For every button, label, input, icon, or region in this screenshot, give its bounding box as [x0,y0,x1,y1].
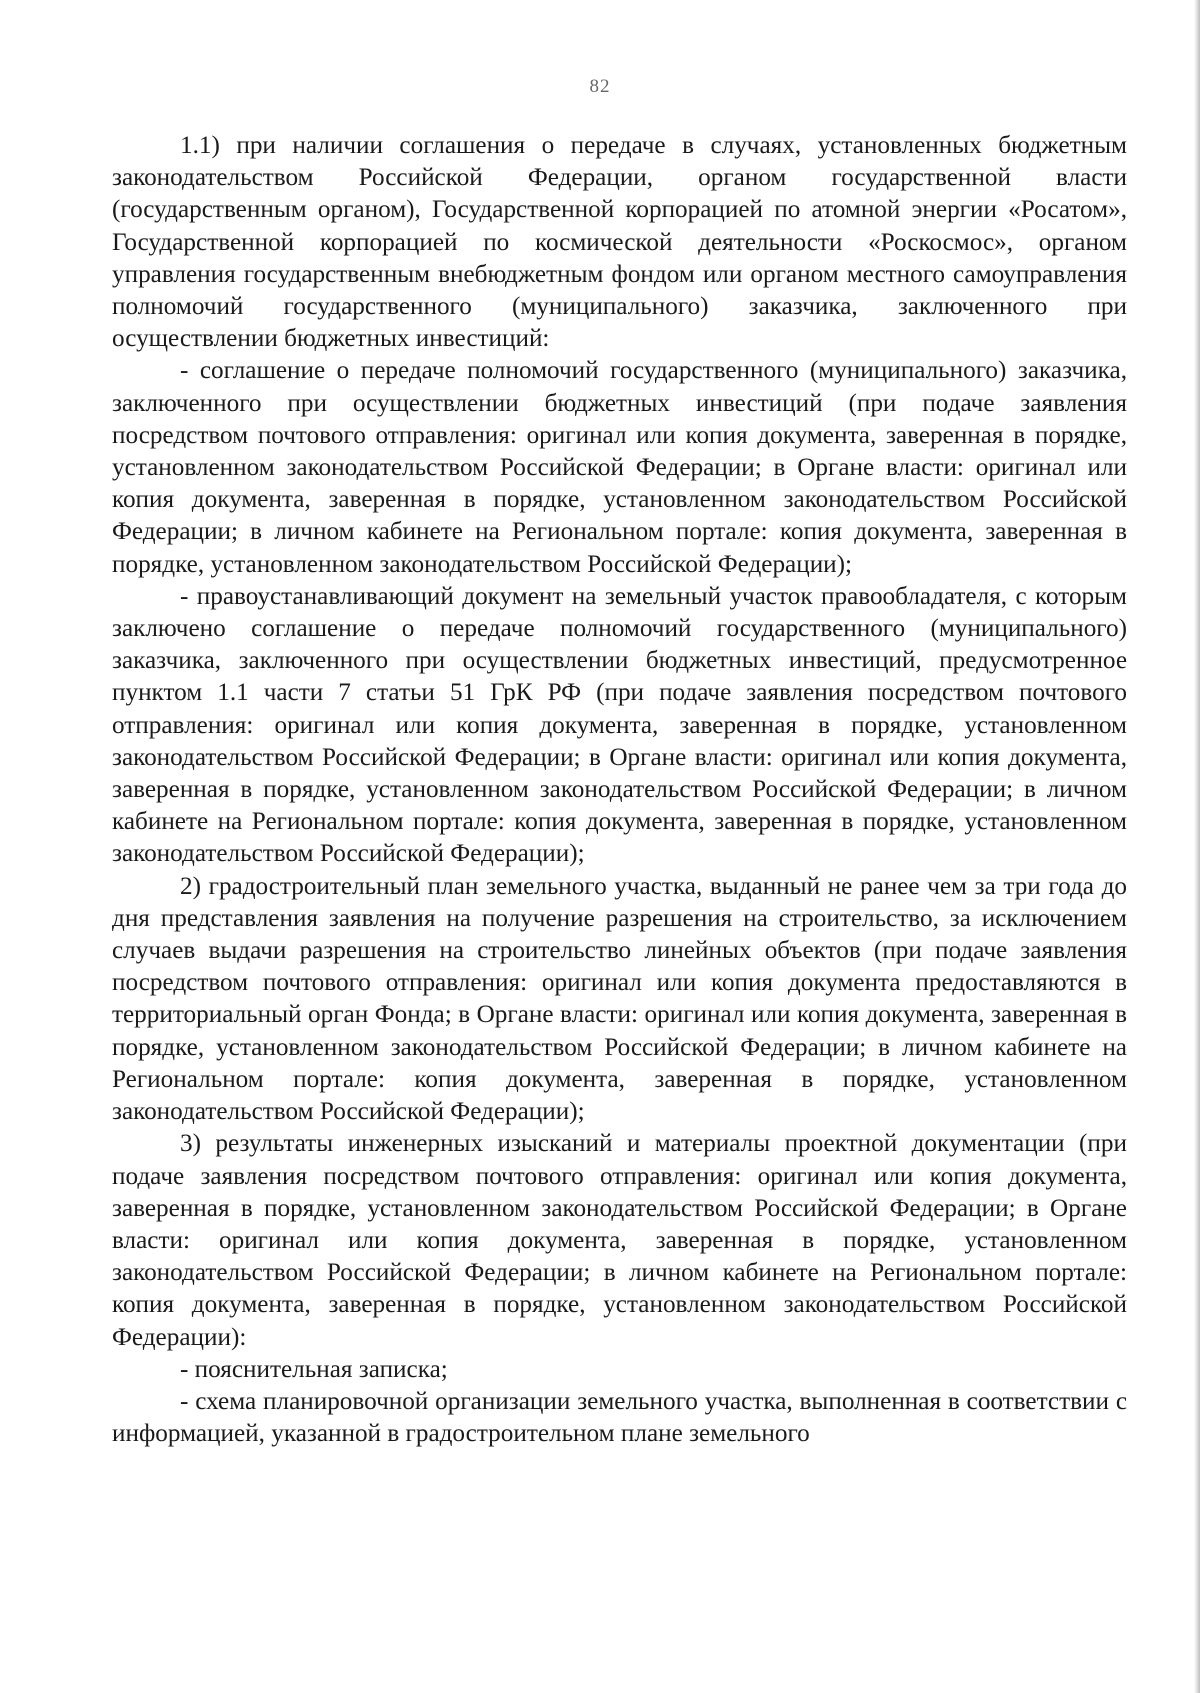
document-body [112,130,1127,1450]
page-number: 82 [589,76,611,97]
paragraph-2: 2) градостроительный план земельного участка, выданный не ранее чем за три года до дня представления заявления на получение разрешения на строительство, за исключением случаев выдачи разрешения на строительство линейных объектов (при подаче заявления посредством почтового отправления: оригинал или копия документа предоставляются в территориальный орган Фонда; в Органе власти: оригинал или копия документа, заверенная в порядке, установленном законодательством Российской Федерации; в личном кабинете на Региональном портале: копия документа, заверенная в порядке, установленном законодательством Российской Федерации); [112,872,1127,1126]
paragraph-site-plan: - схема планировочной организации земельного участка, выполненная в соответствии с информацией, указанной в градостроительном плане земельного [112,1387,1127,1448]
paragraph-explanatory-note: - пояснительная записка; [180,1355,448,1383]
paragraph-agreement: - соглашение о передаче полномочий государственного (муниципального) заказчика, заключенного при осуществлении бюджетных инвестиций (при подаче заявления посредством почтового отправления: оригинал или копия документа, заверенная в порядке, установленном законодательством Российской Федерации; в Органе власти: оригинал или копия документа, заверенная в порядке, установленном законодательством Российской Федерации; в личном кабинете на Региональном портале: копия документа, заверенная в порядке, установленном законодательством Российской Федерации); [112,357,1127,578]
paragraph-land-title: - правоустанавливающий документ на земельный участок правообладателя, с которым заключено соглашение о передаче полномочий государственного (муниципального) заказчика, заключенного при осуществлении бюджетных инвестиций, предусмотренное пунктом 1.1 части 7 статьи 51 ГрК РФ (при подаче заявления посредством почтового отправления: оригинал или копия документа, заверенная в порядке, установленном законодательством Российской Федерации; в Органе власти: оригинал или копия документа, заверенная в порядке, установленном законодательством Российской Федерации; в личном кабинете на Региональном портале: копия документа, заверенная в порядке, установленном законодательством Российской Федерации); [112,582,1127,868]
paragraph-1-1: 1.1) при наличии соглашения о передаче в случаях, установленных бюджетным законодательством Российской Федерации, органом государственной власти (государственным органом), Государственной корпорацией по атомной энергии «Росатом», Государственной корпорацией по космической деятельности «Роскосмос», органом управления государственным внебюджетным фондом или органом местного самоуправления полномочий государственного (муниципального) заказчика, заключенного при осуществлении бюджетных инвестиций: [112,132,1127,353]
scan-edge-shadow [1194,0,1200,1693]
paragraph-3: 3) результаты инженерных изысканий и материалы проектной документации (при подаче заявления посредством почтового отправления: оригинал или копия документа, заверенная в порядке, установленном законодательством Российской Федерации; в Органе власти: оригинал или копия документа, заверенная в порядке, установленном законодательством Российской Федерации; в личном кабинете на Региональном портале: копия документа, заверенная в порядке, установленном законодательством Российской Федерации): [112,1130,1127,1351]
